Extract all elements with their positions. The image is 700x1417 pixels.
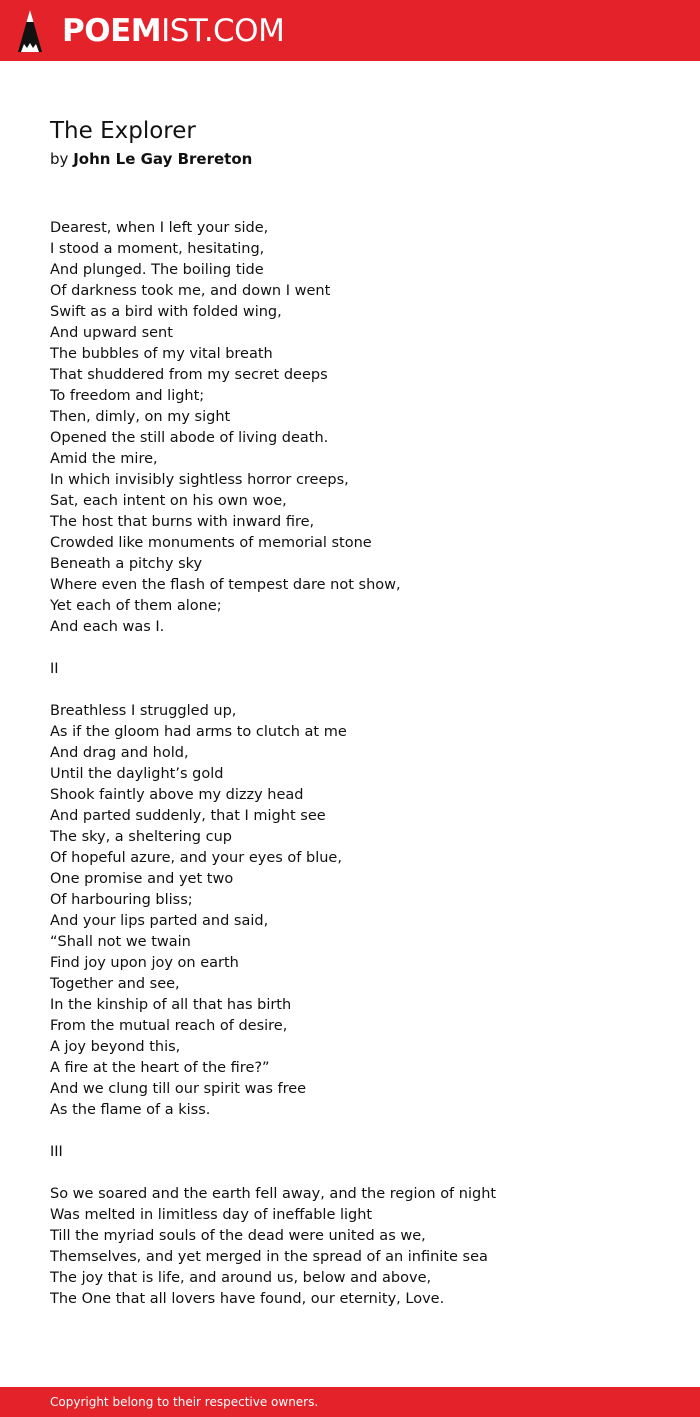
poem-line: Amid the mire, [50,451,158,467]
poem-line: In which invisibly sightless horror creeps, [50,472,349,488]
logo-light-text: IST.COM [161,13,285,49]
poem-line [50,1163,670,1184]
poem-title: The Explorer [50,118,196,144]
site-footer [0,1387,700,1417]
poem-line: Swift as a bird with folded wing, [50,304,282,320]
poem-line: Of hopeful azure, and your eyes of blue, [50,850,342,866]
poem-line: Shook faintly above my dizzy head [50,787,304,803]
poem-line: To freedom and light; [50,388,205,404]
poem-line: Until the daylight’s gold [50,766,224,782]
poem-line: Opened the still abode of living death. [50,430,329,446]
by-label: by [50,150,69,168]
poem-line: Of harbouring bliss; [50,892,193,908]
poem-line: Find joy upon joy on earth [50,955,239,971]
poem-line: The sky, a sheltering cup [50,829,232,845]
poem-line: And your lips parted and said, [50,913,269,929]
poem-line: Where even the flash of tempest dare not show, [50,577,401,593]
poem-line: Then, dimly, on my sight [50,409,231,425]
poem-line: Till the myriad souls of the dead were united as we, [50,1228,426,1244]
poem-author: John Le Gay Brereton [73,150,253,168]
poem-line [50,638,670,659]
poem-line: Breathless I struggled up, [50,703,237,719]
poem-line: And parted suddenly, that I might see [50,808,326,824]
pencil-icon[interactable] [18,10,42,52]
poem-line: The One that all lovers have found, our eternity, Love. [50,1291,445,1307]
poem-line: “Shall not we twain [50,934,191,950]
logo-bold-text: POEM [62,13,162,49]
poem-line: And we clung till our spirit was free [50,1081,307,1097]
poem-line [50,1121,670,1142]
poem-line: Beneath a pitchy sky [50,556,203,572]
poem-line: And drag and hold, [50,745,189,761]
poem-line: So we soared and the earth fell away, and the region of night [50,1186,497,1202]
poem-line: The bubbles of my vital breath [50,346,273,362]
poem-line: A fire at the heart of the fire?” [50,1060,270,1076]
poem-line: And upward sent [50,325,173,341]
poem-line: And each was I. [50,619,165,635]
poem-line: As the flame of a kiss. [50,1102,211,1118]
site-header [0,0,700,61]
poem-line [50,680,670,701]
poem-line: Sat, each intent on his own woe, [50,493,287,509]
poem-line: Themselves, and yet merged in the spread of an infinite sea [50,1249,488,1265]
poem-line: I stood a moment, hesitating, [50,241,265,257]
copyright-text: Copyright belong to their respective owners. [50,1395,319,1409]
poem-line: A joy beyond this, [50,1039,181,1055]
poem-line: Together and see, [50,976,180,992]
poem-line: Was melted in limitless day of ineffable light [50,1207,373,1223]
poem-line: II [50,661,59,677]
poem-line: From the mutual reach of desire, [50,1018,288,1034]
poem-byline [50,148,252,170]
poem-line: That shuddered from my secret deeps [50,367,328,383]
poem-line: One promise and yet two [50,871,234,887]
poem-line: Of darkness took me, and down I went [50,283,331,299]
poem-line: As if the gloom had arms to clutch at me [50,724,347,740]
site-logo[interactable] [62,12,284,50]
poem-line: Yet each of them alone; [50,598,222,614]
poem-line: III [50,1144,63,1160]
poem-body [50,218,670,1310]
poem-line: Crowded like monuments of memorial stone [50,535,372,551]
poem-line: And plunged. The boiling tide [50,262,264,278]
poem-line: Dearest, when I left your side, [50,220,269,236]
poem-line: The host that burns with inward fire, [50,514,315,530]
poem-line: In the kinship of all that has birth [50,997,292,1013]
poem-line: The joy that is life, and around us, below and above, [50,1270,432,1286]
